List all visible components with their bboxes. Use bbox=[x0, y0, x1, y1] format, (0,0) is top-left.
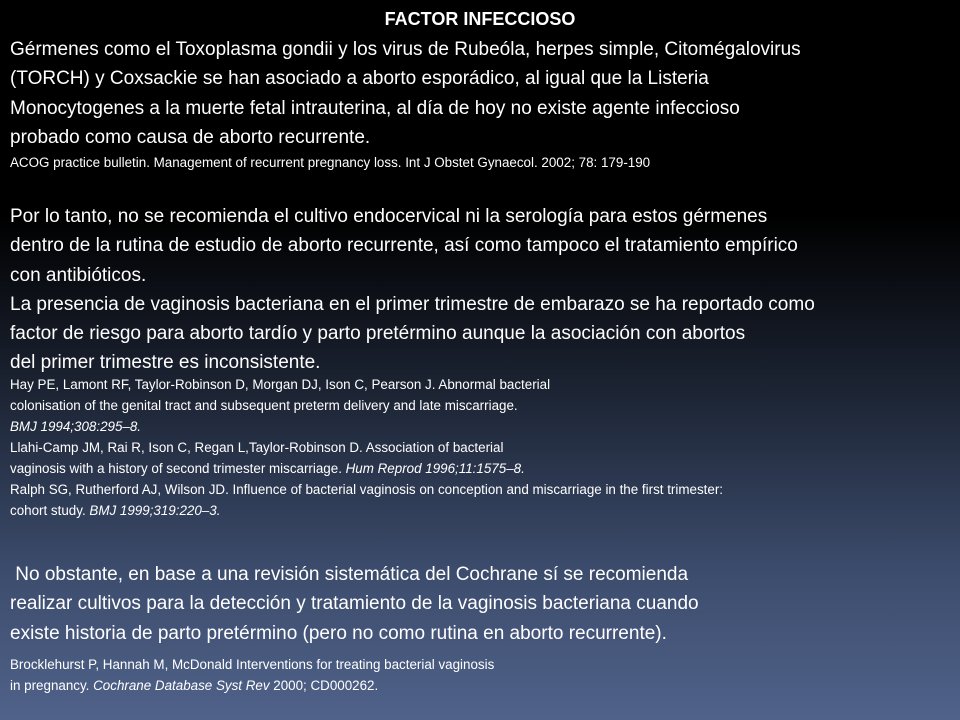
paragraph-cochrane bbox=[10, 560, 955, 648]
text-line: (TORCH) y Coxsackie se han asociado a aborto esporádico, al igual que la Listeria bbox=[10, 68, 709, 90]
paragraph-infectious-germs bbox=[10, 35, 955, 152]
reference-line: Hay PE, Lamont RF, Taylor-Robinson D, Morgan DJ, Ison C, Pearson J. Abnormal bacterial bbox=[10, 377, 551, 392]
text-line: Por lo tanto, no se recomienda el cultivo endocervical ni la serología para estos gérmenes bbox=[10, 206, 768, 227]
slide-title: FACTOR INFECCIOSO bbox=[384, 9, 576, 29]
text-line: dentro de la rutina de estudio de aborto recurrente, así como tampoco el tratamiento empírico bbox=[10, 235, 798, 257]
text-line: existe historia de parto pretérmino (pero no como rutina en aborto recurrente). bbox=[10, 622, 667, 644]
reference-line: ACOG practice bulletin. Management of recurrent pregnancy loss. Int J Obstet Gynaecol. 2002; 78: 179-190 bbox=[10, 155, 651, 170]
reference-line bbox=[10, 458, 955, 479]
reference-text: 2000; CD000262. bbox=[269, 678, 379, 693]
reference-line: Ralph SG, Rutherford AJ, Wilson JD. Influence of bacterial vaginosis on conception and miscarriage in the first trimester: bbox=[10, 482, 724, 497]
paragraph-recommendation bbox=[10, 202, 955, 378]
reference-line bbox=[10, 675, 955, 696]
references-vaginosis bbox=[10, 374, 955, 521]
text-line: probado como causa de aborto recurrente. bbox=[10, 126, 371, 148]
text-line: del primer trimestre es inconsistente. bbox=[10, 352, 321, 374]
reference-line: Brocklehurst P, Hannah M, McDonald Interventions for treating bacterial vaginosis bbox=[10, 657, 495, 672]
reference-line: Llahi-Camp JM, Rai R, Ison C, Regan L,Taylor-Robinson D. Association of bacterial bbox=[10, 440, 504, 455]
text-line: No obstante, en base a una revisión sistemática del Cochrane sí se recomienda bbox=[10, 564, 689, 585]
text-line: con antibióticos. bbox=[10, 264, 147, 286]
text-line: Gérmenes como el Toxoplasma gondii y los virus de Rubeóla, herpes simple, Citomégalovirus bbox=[10, 39, 801, 60]
reference-citation: Hum Reprod 1996;11:1575–8. bbox=[345, 461, 525, 476]
reference-citation: BMJ 1999;319:220–3. bbox=[89, 503, 221, 518]
reference-line: BMJ 1994;308:295–8. bbox=[10, 419, 142, 434]
reference-line bbox=[10, 500, 955, 521]
reference-cochrane bbox=[10, 654, 955, 696]
text-line: factor de riesgo para aborto tardío y parto pretérmino aunque la asociación con abortos bbox=[10, 323, 746, 345]
reference-citation: Cochrane Database Syst Rev bbox=[93, 678, 270, 693]
reference-line: colonisation of the genital tract and subsequent preterm delivery and late miscarriage. bbox=[10, 398, 518, 413]
reference-text: vaginosis with a history of second trimester miscarriage. bbox=[10, 461, 346, 476]
reference-acog bbox=[10, 152, 955, 173]
text-line: La presencia de vaginosis bacteriana en el primer trimestre de embarazo se ha reportado como bbox=[10, 293, 815, 315]
reference-text: cohort study. bbox=[10, 503, 90, 518]
text-line: realizar cultivos para la detección y tratamiento de la vaginosis bacteriana cuando bbox=[10, 593, 699, 615]
text-line: Monocytogenes a la muerte fetal intrauterina, al día de hoy no existe agente infeccioso bbox=[10, 97, 740, 119]
reference-text: in pregnancy. bbox=[10, 678, 94, 693]
